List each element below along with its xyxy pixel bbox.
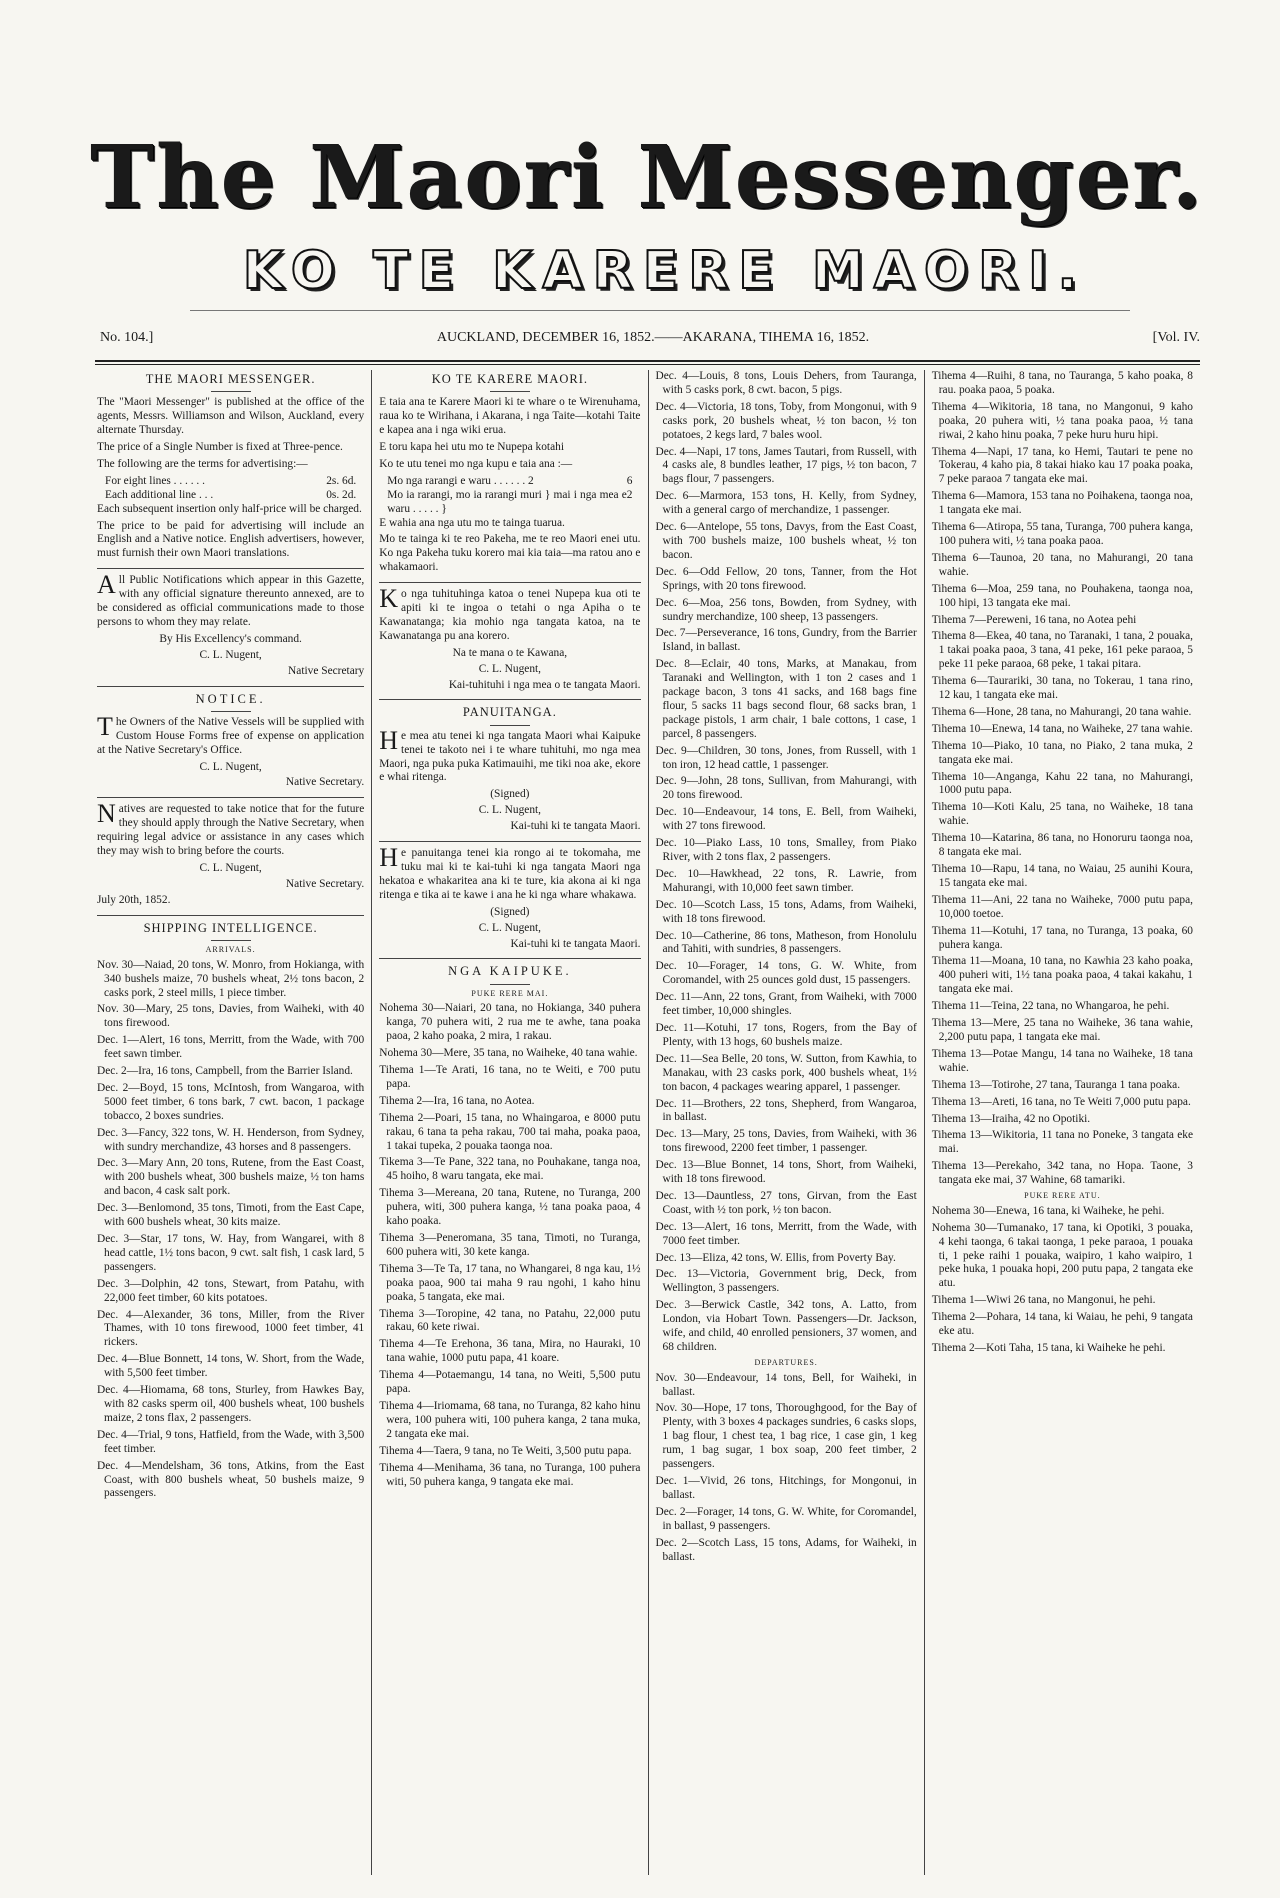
shipping-entry: Tihema 10—Rapu, 14 tana, no Waiau, 25 aunihi Koura, 15 tangata eke mai. — [931, 863, 1193, 889]
divider — [490, 984, 530, 985]
shipping-entry: Dec. 13—Mary, 25 tons, Davies, from Waiheki, with 36 tons firewood, 2200 feet timber, 1 passenger. — [655, 1128, 917, 1155]
signature-name: C. L. Nugent, — [199, 760, 262, 773]
rate-value: 2s. 6d. — [326, 474, 357, 487]
shipping-entry: Dec. 3—Berwick Castle, 342 tons, A. Latto, from London, via Hobart Town. Passengers—Dr. Jackson, wife, and child, 40 enrolled pensioners, 37 women, and 68 children. — [655, 1299, 917, 1353]
shipping-entry: Dec. 2—Boyd, 15 tons, McIntosh, from Wangaroa, with 5000 feet timber, 6 tons bark, 7 cwt. bacon, 1 package tobacco, 2 boxes sundries. — [97, 1081, 365, 1122]
shipping-entry: Tihema 3—Toropine, 42 tana, no Patahu, 22,000 putu rakau, 60 kete riwai. — [379, 1307, 641, 1334]
shipping-entry: Dec. 6—Antelope, 55 tons, Davys, from the East Coast, with 700 bushels maize, 100 bushels wheat, ½ ton bacon. — [655, 521, 917, 561]
shipping-entry: Tihema 13—Totirohe, 27 tana, Tauranga 1 tana poaka. — [931, 1078, 1181, 1091]
shipping-entry: Tihema 2—Ira, 16 tana, no Aotea. — [379, 1094, 535, 1107]
rate-row — [97, 475, 364, 489]
shipping-entry: Tihema 13—Potae Mangu, 14 tana no Waiheke, 18 tana wahie. — [931, 1047, 1193, 1074]
shipping-entry: Tihema 4—Ruihi, 8 tana, no Tauranga, 5 kaho poaka, 8 rau. poaka paoa, 5 poaka. — [931, 370, 1193, 396]
subtitle-rule — [190, 310, 1130, 311]
shipping-entry: Tihema 10—Koti Kalu, 25 tana, no Waiheke, 18 tana wahie. — [931, 801, 1193, 828]
signature-name: C. L. Nugent, — [199, 861, 262, 874]
shipping-entry: Tihema 13—Mere, 25 tana no Waiheke, 36 tana wahie, 2,200 putu papa, 1 tangata eke mai. — [931, 1017, 1193, 1043]
shipping-entry: Tihema 13—Perekaho, 342 tana, no Hopa. Taone, 3 tangata eke mai, 37 Wahine, 68 tamariki. — [931, 1160, 1193, 1187]
issue-date: AUCKLAND, DECEMBER 16, 1852.——AKARANA, TIHEMA 16, 1852. — [436, 330, 870, 345]
shipping-entry: Dec. 6—Marmora, 153 tons, H. Kelly, from Sydney, with a general cargo of merchandize, 1 passenger. — [655, 490, 917, 517]
arrivals-list — [379, 1002, 640, 1489]
paragraph: Ko nga tuhituhinga katoa o tenei Nupepa kua oti te apiti ki te ingoa o tetahi o nga Apiha o te Kawanatanga; kia mohio nga tangata katoa, na te Kawanatanga pu ana korero. — [379, 584, 641, 642]
shipping-entry: Dec. 11—Kotuhi, 17 tons, Rogers, from the Bay of Plenty, with 13 hogs, 60 bushels maize. — [655, 1021, 917, 1048]
paragraph: Mo te tainga ki te reo Pakeha, me te reo Maori enei utu. Ko nga Pakeha tuku korero mai kia taia—ma ratou ano e whakamaori. — [379, 533, 641, 574]
shipping-entry: Tihema 6—Taunoa, 20 tana, no Mahurangi, 20 tana wahie. — [931, 551, 1193, 578]
shipping-entry: Nov. 30—Naiad, 20 tons, W. Monro, from Hokianga, with 340 bushels maize, 70 bushels wheat, 2½ tons bacon, 2 casks pork, 2 steel mills, 1 piece timber. — [97, 958, 365, 999]
section-heading: SHIPPING INTELLIGENCE. — [143, 920, 318, 935]
divider — [97, 686, 364, 687]
shipping-entry: Tihema 6—Taurariki, 30 tana, no Tokerau, 1 tana rino, 12 kau, 1 tangata eke mai. — [931, 675, 1193, 702]
signature-title: Native Secretary — [288, 664, 365, 677]
shipping-entry: Dec. 13—Alert, 16 tons, Merritt, from the Wade, with 7000 feet timber. — [655, 1220, 917, 1247]
paragraph: Ko te utu tenei mo nga kupu e taia ana :— — [379, 457, 573, 470]
shipping-entry: Tihema 7—Pereweni, 16 tana, no Aotea pehi — [931, 613, 1137, 626]
paragraph: The Owners of the Native Vessels will be supplied with Custom House Forms free of expense on application at the Native Secretary's Office. — [97, 711, 365, 756]
shipping-entry: Tihema 13—Wikitoria, 11 tana no Poneke, 3 tangata eke mai. — [931, 1129, 1193, 1156]
subheading: PUKE RERE MAI. — [471, 988, 549, 998]
shipping-entry: Nov. 30—Mary, 25 tons, Davies, from Waiheki, with 40 tons firewood. — [97, 1003, 365, 1030]
shipping-entry: Dec. 10—Endeavour, 14 tons, E. Bell, from Waiheki, with 27 tons firewood. — [655, 806, 917, 833]
rate-value: 0s. 2d. — [326, 488, 357, 501]
arrivals-list — [97, 959, 364, 1502]
masthead-title: The Maori Messenger. — [90, 127, 1204, 228]
signed-label: (Signed) — [490, 788, 530, 801]
shipping-entry: Tihema 4—Wikitoria, 18 tana, no Mangonui, 9 kaho poaka, 20 puhera witi, ½ tana poaka paoa, ½ tana riwai, 2 kaho hinu poaka, 7 peke huru huru hipi. — [931, 400, 1193, 441]
divider — [211, 391, 251, 392]
shipping-entry: Dec. 11—Sea Belle, 20 tons, W. Sutton, from Kawhia, to Manakau, with 23 casks pork, 400 bushels wheat, 1½ ton bacon, 4 packages wearing apparel, 1 passenger. — [655, 1052, 917, 1093]
dateline — [100, 330, 1200, 352]
shipping-entry: Dec. 6—Odd Fellow, 20 tons, Tanner, from the Hot Springs, with 20 tons firewood. — [655, 565, 917, 592]
signature-line: Na te mana o te Kawana, — [452, 646, 568, 659]
column-1 — [95, 370, 371, 1875]
shipping-entry: Tihema 2—Koti Taha, 15 tana, ki Waiheke he pehi. — [931, 1341, 1166, 1354]
section-heading: NGA KAIPUKE. — [448, 964, 572, 979]
shipping-entry: Dec. 6—Moa, 256 tons, Bowden, from Sydney, with sundry merchandize, 100 sheep, 13 passengers. — [655, 596, 917, 623]
shipping-entry: Dec. 13—Blue Bonnet, 14 tons, Short, from Waiheki, with 18 tons firewood. — [655, 1159, 917, 1186]
column-4 — [924, 370, 1200, 1875]
shipping-entry: Tihema 4—Menihama, 36 tana, no Turanga, 100 puhera witi, 50 puhera kanga, 9 tangata eke mai. — [379, 1461, 641, 1488]
shipping-entry: Dec. 4—Napi, 17 tons, James Tautari, from Russell, with 4 casks ale, 8 bundles leather, 17 pigs, ½ ton bacon, 7 bags flour, 7 passengers. — [655, 445, 917, 486]
shipping-entry: Dec. 1—Alert, 16 tons, Merritt, from the Wade, with 700 feet sawn timber. — [97, 1034, 365, 1061]
subheading: DEPARTURES. — [754, 1357, 818, 1367]
rate-value: 6 — [626, 474, 633, 487]
divider — [490, 725, 530, 726]
shipping-entry: Dec. 4—Victoria, 18 tons, Toby, from Mongonui, with 9 casks pork, 20 bushels wheat, ½ ton bacon, ½ ton potatoes, 2 kegs lard, 7 bales wool. — [655, 400, 917, 441]
signature-title: Kai-tuhi ki te tangata Maori. — [510, 937, 641, 950]
columns — [95, 370, 1200, 1875]
signature-name: C. L. Nugent, — [478, 921, 542, 934]
rate-label: Mo nga rarangi e waru . . . . . . 2 — [387, 474, 534, 487]
shipping-entry: Tihema 11—Moana, 10 tana, no Kawhia 23 kaho poaka, 400 puheri witi, 1½ tana poaka paoa, 4 takai kakahu, 1 tangata eke mai. — [931, 955, 1193, 996]
signature-title: Native Secretary. — [285, 776, 365, 789]
shipping-entry: Dec. 9—Children, 30 tons, Jones, from Russell, with 1 ton iron, 12 head cattle, 1 passenger. — [655, 744, 917, 771]
header-rule — [95, 360, 1200, 362]
signature-name: C. L. Nugent, — [478, 804, 542, 817]
shipping-entry: Tihema 4—Napi, 17 tana, ko Hemi, Tautari te pene no Tokerau, 4 kaho pia, 8 takai hiako kau 17 poaka poaka, 7 peke paraoa 7 tangata eke mai. — [931, 445, 1193, 486]
shipping-entry: Tihema 4—Taera, 9 tana, no Te Weiti, 3,500 putu papa. — [379, 1444, 632, 1457]
paragraph: He mea atu tenei ki nga tangata Maori whai Kaipuke tenei te takoto nei i te whare tuhituhi, mo nga mea Maori, nga puka puka Katimauihi, me tiki noa ake, ekore e whai ritenga. — [379, 725, 641, 784]
shipping-entry: Nohema 30—Mere, 35 tana, no Waiheke, 40 tana wahie. — [379, 1047, 638, 1060]
shipping-entry: Tihema 8—Ekea, 40 tana, no Taranaki, 1 tana, 2 pouaka, 1 takai poaka paoa, 3 tana, 41 peke, 161 peke paraoa, 5 peke 11 peke paraoa, 68 peke, 1 takai pitara. — [931, 630, 1193, 671]
shipping-entry: Nohema 30—Naiari, 20 tana, no Hokianga, 340 puhera kanga, 70 puhera witi, 2 rua me te awhe, tana poaka paoa, 2 kaho poaka, 2 mira, 1 rakau. — [379, 1002, 641, 1043]
shipping-entry: Dec. 2—Ira, 16 tons, Campbell, from the Barrier Island. — [97, 1065, 353, 1078]
rate-value: 2 — [626, 488, 633, 501]
shipping-entry: Dec. 3—Fancy, 322 tons, W. H. Henderson, from Sydney, with sundry merchandize, 43 horses and 8 passengers. — [97, 1126, 365, 1153]
divider — [211, 940, 251, 941]
shipping-entry: Tihema 13—Areti, 16 tana, no Te Weiti 7,000 putu papa. — [931, 1095, 1191, 1108]
subheading: PUKE RERE ATU. — [1024, 1191, 1101, 1201]
shipping-entry: Dec. 10—Piako Lass, 10 tons, Smalley, from Piako River, with 2 tons flax, 2 passengers. — [655, 837, 917, 863]
divider — [379, 958, 640, 959]
rate-label: Mo ia rarangi, mo ia rarangi muri } mai i nga mea e waru . . . . . } — [387, 488, 627, 515]
issue-number: No. 104.] — [100, 330, 154, 345]
shipping-entry: Tihema 2—Pohara, 14 tana, ki Waiau, he pehi, 9 tangata eke atu. — [931, 1311, 1193, 1338]
divider — [97, 797, 364, 798]
shipping-entry: Tihema 10—Piako, 10 tana, no Piako, 2 tana muka, 2 tangata eke mai. — [931, 739, 1193, 766]
shipping-entry: Dec. 13—Victoria, Government brig, Deck, from Wellington, 3 passengers. — [655, 1268, 917, 1295]
shipping-entry: Nohema 30—Tumanako, 17 tana, ki Opotiki, 3 pouaka, 4 kehi taonga, 6 takai taonga, 1 peke paraoa, 1 pouaka ti, 1 peke raihi 1 pouaka, waipiro, 1 kaho waipiro, 1 peke huka, 1 pouaka hopi, 200 putu papa, 2 tangata eke atu. — [931, 1221, 1193, 1290]
paragraph: The price to be paid for advertising will include an English and a Native notice. English advertisers, however, must furnish their own Maori translations. — [97, 519, 365, 560]
shipping-entry: Tihema 6—Moa, 259 tana, no Pouhakena, taonga noa, 100 hipi, 13 tangata eke mai. — [931, 582, 1193, 609]
shipping-entry: Tihema 1—Te Arati, 16 tana, no te Weiti, e 700 putu papa. — [379, 1064, 641, 1090]
shipping-entry: Tihema 6—Atiropa, 55 tana, Turanga, 700 puhera kanga, 100 puhera witi, ½ tana poaka paoa. — [931, 521, 1193, 547]
section-heading: KO TE KARERE MAORI. — [431, 372, 589, 386]
shipping-entry: Tihema 3—Mereana, 20 tana, Rutene, no Turanga, 200 puhera, witi, 300 puhera kanga, ½ tana poaka paoa, 4 kaho poaka. — [379, 1187, 641, 1228]
header-rule-thin — [95, 364, 1200, 365]
column-2 — [371, 370, 647, 1875]
notice-heading: PANUITANGA. — [462, 705, 557, 720]
departures-list — [932, 1205, 1193, 1356]
shipping-entry: Tikema 3—Te Pane, 322 tana, no Pouhakane, tanga noa, 45 hoiho, 8 waru tangata, eke mai. — [379, 1156, 641, 1183]
paragraph: The "Maori Messenger" is published at the office of the agents, Messrs. Williamson and Wilson, Auckland, every alternate Thursday. — [97, 396, 365, 437]
departures-list — [656, 1372, 917, 1565]
shipping-entry: Dec. 11—Brothers, 22 tons, Shepherd, from Wangaroa, in ballast. — [655, 1097, 917, 1124]
shipping-entry: Dec. 2—Scotch Lass, 15 tons, Adams, for Waiheki, in ballast. — [655, 1536, 917, 1563]
column-3 — [648, 370, 924, 1875]
paragraph: E wahia ana nga utu mo te tainga tuarua. — [379, 516, 565, 529]
shipping-entry: Tihema 3—Te Ta, 17 tana, no Whangarei, 8 nga kau, 1½ poaka paoa, 900 tai maha 9 rau ngohi, 1 kaho hinu poaka, 5 tangata, eke mai. — [379, 1262, 641, 1303]
subheading: ARRIVALS. — [205, 944, 256, 954]
paragraph: All Public Notifications which appear in this Gazette, with any official signature thereunto annexed, are to be considered as official communications made to those persons to whom they may relate. — [97, 570, 365, 628]
shipping-entry: Tihema 11—Kotuhi, 17 tana, no Turanga, 13 poaka, 60 puhera kanga. — [931, 924, 1193, 951]
paragraph: Natives are requested to take notice that for the future they should apply through the Native Secretary, when requiring legal advice or assistance in any cases which they may wish to bring before the courts. — [97, 799, 365, 858]
shipping-entry: Dec. 4—Blue Bonnett, 14 tons, W. Short, from the Wade, with 5,500 feet timber. — [97, 1353, 365, 1380]
shipping-entry: Dec. 4—Hiomama, 68 tons, Sturley, from Hawkes Bay, with 82 casks sperm oil, 400 bushels wheat, 100 bushels maize, 2 tons flax, 2 passengers. — [97, 1384, 365, 1424]
shipping-entry: Dec. 1—Vivid, 26 tons, Hitchings, for Mongonui, in ballast. — [655, 1475, 917, 1501]
signature-name: C. L. Nugent, — [478, 662, 542, 675]
rate-row — [379, 489, 640, 517]
shipping-entry: Tihema 3—Peneromana, 35 tana, Timoti, no Turanga, 600 puhera witi, 30 kete kanga. — [379, 1232, 641, 1258]
date-line: July 20th, 1852. — [97, 893, 171, 906]
shipping-entry: Tihema 11—Teina, 22 tana, no Whangaroa, he pehi. — [931, 1000, 1170, 1013]
shipping-entry: Dec. 8—Eclair, 40 tons, Marks, at Manakau, from Taranaki and Wellington, with 1 ton 2 cases and 1 package bacon, 3 tons 41 sacks, and 168 bags fine flour, 5 sacks 11 bags second flour, 68 sacks bran, 1 package pistols, 1 arm chair, 1 bale cottons, 1 case, 1 parcel, 8 passengers. — [655, 658, 917, 740]
shipping-entry: Dec. 4—Louis, 8 tons, Louis Dehers, from Tauranga, with 5 casks pork, 8 cwt. bacon, 5 pigs. — [655, 370, 917, 396]
signature-name: C. L. Nugent, — [199, 648, 262, 661]
shipping-entry: Tihema 4—Potaemangu, 14 tana, no Weiti, 5,500 putu papa. — [379, 1369, 641, 1396]
arrivals-list — [932, 370, 1193, 1188]
volume-number: [Vol. IV. — [1152, 330, 1200, 345]
signature-title: Native Secretary. — [285, 877, 365, 890]
shipping-entry: Dec. 2—Forager, 14 tons, G. W. White, for Coromandel, in ballast, 9 passengers. — [655, 1505, 917, 1532]
shipping-entry: Tihema 4—Iriomama, 68 tana, no Turanga, 82 kaho hinu wera, 100 puhera witi, 100 puhera kanga, 2 tana muka, 2 tangata eke mai. — [379, 1399, 641, 1440]
shipping-entry: Dec. 10—Scotch Lass, 15 tons, Adams, from Waiheki, with 18 tons firewood. — [655, 898, 917, 925]
section-heading: THE MAORI MESSENGER. — [145, 372, 316, 386]
shipping-entry: Dec. 3—Mary Ann, 20 tons, Rutene, from the East Coast, with 200 bushels wheat, 300 bushels maize, ½ ton hams and bacon, 4 cask salt pork. — [97, 1157, 365, 1198]
shipping-entry: Dec. 13—Eliza, 42 tons, W. Ellis, from Poverty Bay. — [655, 1251, 896, 1264]
divider — [379, 699, 640, 700]
signature-title: Kai-tuhi ki te tangata Maori. — [510, 820, 641, 833]
paragraph: The price of a Single Number is fixed at Three-pence. — [97, 440, 343, 453]
masthead-subtitle: KO TE KARERE MAORI. — [242, 241, 1088, 301]
paragraph: Each subsequent insertion only half-price will be charged. — [97, 502, 362, 515]
shipping-entry: Dec. 10—Hawkhead, 22 tons, R. Lawrie, from Mahurangi, with 10,000 feet sawn timber. — [655, 867, 917, 894]
shipping-entry: Tihema 2—Poari, 15 tana, no Whaingaroa, e 8000 putu rakau, 6 tana ta peha rakau, 700 tai maha, poaka paoa, 1 takai tupeka, 2 pouaka taonga noa. — [379, 1111, 641, 1152]
divider — [97, 568, 364, 569]
shipping-entry: Dec. 10—Catherine, 86 tons, Matheson, from Honolulu and Tahiti, with sundries, 8 passengers. — [655, 929, 917, 956]
arrivals-list — [656, 370, 917, 1355]
shipping-entry: Dec. 3—Star, 17 tons, W. Hay, from Wangarei, with 8 head cattle, 1½ tons bacon, 9 cwt. salt fish, 1 cask lard, 5 passengers. — [97, 1233, 365, 1273]
paragraph: He panuitanga tenei kia rongo ai te tokomaha, me tuku mai ki te kai-tuhi ki nga tangata Maori nga hekatoa e whakaritea ana ki te ture, kia akona ai ki nga ritenga e tika ai te kawe i ana he ki nga whare whakawa. — [379, 843, 641, 901]
paragraph: E toru kapa hei utu mo te Nupepa kotahi — [379, 440, 564, 453]
shipping-entry: Tihema 4—Te Erehona, 36 tana, Mira, no Hauraki, 10 tana wahie, 1000 putu papa, 41 koare. — [379, 1338, 641, 1365]
paragraph: The following are the terms for advertising:— — [97, 457, 308, 470]
shipping-entry: Tihema 10—Katarina, 86 tana, no Honoruru taonga noa, 8 tangata eke mai. — [931, 832, 1193, 859]
shipping-entry: Tihema 13—Iraiha, 42 no Opotiki. — [931, 1112, 1091, 1125]
shipping-entry: Tihema 6—Mamora, 153 tana no Poihakena, taonga noa, 1 tangata eke mai. — [931, 490, 1193, 517]
shipping-entry: Dec. 10—Forager, 14 tons, G. W. White, from Coromandel, with 25 ounces gold dust, 15 passengers. — [655, 960, 917, 987]
rate-label: For eight lines . . . . . . — [105, 474, 205, 487]
divider — [490, 391, 530, 392]
signature-title: Kai-tuhituhi i nga mea o te tangata Maori. — [448, 678, 641, 691]
rate-row — [379, 475, 640, 489]
signed-label: (Signed) — [490, 905, 530, 918]
shipping-entry: Nov. 30—Endeavour, 14 tons, Bell, for Waiheki, in ballast. — [655, 1371, 917, 1398]
shipping-entry: Dec. 4—Alexander, 36 tons, Miller, from the River Thames, with 10 tons firewood, 1000 feet timber, 41 rickers. — [97, 1308, 365, 1349]
shipping-entry: Dec. 4—Trial, 9 tons, Hatfield, from the Wade, with 3,500 feet timber. — [97, 1428, 365, 1455]
shipping-entry: Tihema 10—Enewa, 14 tana, no Waiheke, 27 tana wahie. — [931, 722, 1193, 735]
signature-line: By His Excellency's command. — [159, 632, 302, 645]
shipping-entry: Tihema 6—Hone, 28 tana, no Mahurangi, 20 tana wahie. — [931, 705, 1192, 718]
shipping-entry: Dec. 9—John, 28 tons, Sullivan, from Mahurangi, with 20 tons firewood. — [655, 775, 917, 802]
divider — [97, 915, 364, 916]
shipping-entry: Tihema 11—Ani, 22 tana no Waiheke, 7000 putu papa, 10,000 toetoe. — [931, 893, 1193, 920]
shipping-entry: Dec. 13—Dauntless, 27 tons, Girvan, from the East Coast, with ½ ton pork, ½ ton bacon. — [655, 1189, 917, 1216]
shipping-entry: Nov. 30—Hope, 17 tons, Thoroughgood, for the Bay of Plenty, with 3 boxes 4 packages sundries, 6 casks slops, 1 bag flour, 1 chest tea, 1 bag rice, 1 case gin, 1 keg rum, 1 bag sugar, 1 box soap, 200 feet timber, 2 passengers. — [655, 1402, 917, 1471]
shipping-entry: Dec. 3—Benlomond, 35 tons, Timoti, from the East Cape, with 600 bushels wheat, 30 kits maize. — [97, 1202, 365, 1229]
divider — [211, 711, 251, 712]
shipping-entry: Tihema 10—Anganga, Kahu 22 tana, no Mahurangi, 1000 putu papa. — [931, 770, 1193, 797]
shipping-entry: Dec. 4—Mendelsham, 36 tons, Atkins, from the East Coast, with 800 bushels wheat, 50 bushels maize, 9 passengers. — [97, 1459, 365, 1500]
paragraph: E taia ana te Karere Maori ki te whare o te Wirenuhama, raua ko te Wirihana, i Akarana, i nga Taite—kotahi Taite e kapea ana i nga wiki erua. — [379, 396, 641, 437]
shipping-entry: Dec. 11—Ann, 22 tons, Grant, from Waiheki, with 7000 feet timber, 10,000 shingles. — [655, 991, 917, 1018]
rate-label: Each additional line . . . — [105, 488, 214, 501]
shipping-entry: Tihema 1—Wiwi 26 tana, no Mangonui, he pehi. — [931, 1294, 1156, 1307]
divider — [379, 582, 640, 583]
divider — [379, 841, 640, 842]
rate-row — [97, 489, 364, 503]
notice-heading: NOTICE. — [195, 691, 266, 706]
shipping-entry: Nohema 30—Enewa, 16 tana, ki Waiheke, he pehi. — [931, 1204, 1165, 1217]
shipping-entry: Dec. 3—Dolphin, 42 tons, Stewart, from Patahu, with 22,000 feet timber, 60 kits potatoes. — [97, 1277, 365, 1304]
shipping-entry: Dec. 7—Perseverance, 16 tons, Gundry, from the Barrier Island, in ballast. — [655, 627, 917, 654]
